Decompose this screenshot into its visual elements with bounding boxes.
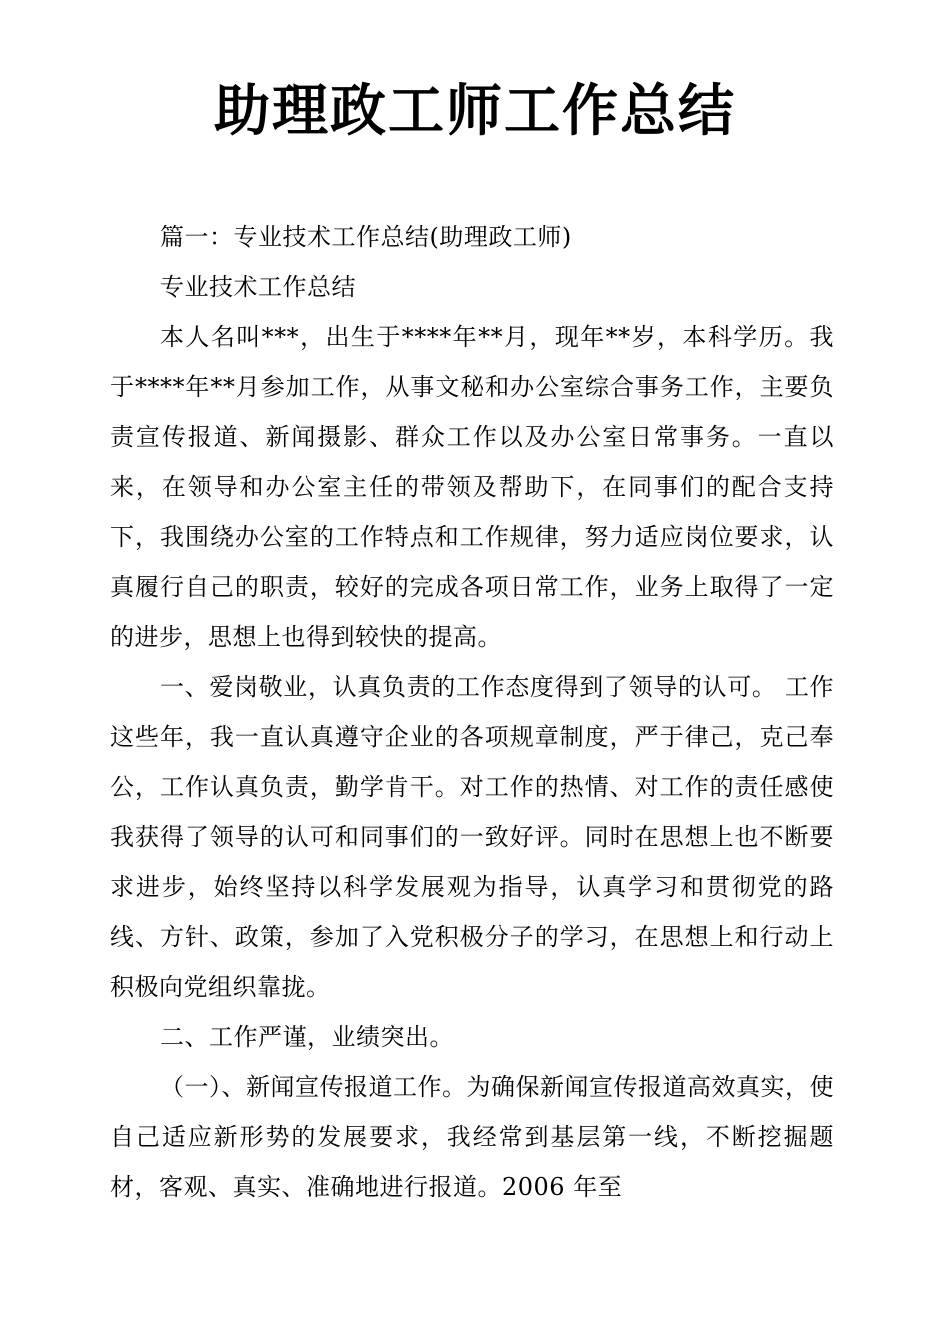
- body-paragraph: （一）、新闻宣传报道工作。为确保新闻宣传报道高效真实，使自己适应新形势的发展要求，我经常到基层第一线，不断挖掘题材，客观、真实、准确地进行报道。2006 年至: [110, 1073, 834, 1201]
- document-title: 助理政工师工作总结: [214, 79, 736, 144]
- section-heading: 篇一：专业技术工作总结(助理政工师): [160, 223, 572, 251]
- body-paragraph: 一、爱岗敬业，认真负责的工作态度得到了领导的认可。 工作这些年，我一直认真遵守企业的各项规章制度，严于律己，克己奉公，工作认真负责，勤学肯干。对工作的热情、对工作的责任感使我获得了领导的认可和同事们的一致好评。同时在思想上也不断要求进步，始终坚持以科学发展观为指导，认真学习和贯彻党的路线、方针、政策，参加了入党积极分子的学习，在思想上和行动上积极向党组织靠拢。: [110, 673, 834, 1001]
- section-heading: 二、工作严谨，业绩突出。: [160, 1023, 454, 1051]
- body-paragraph: 本人名叫***，出生于****年**月，现年**岁，本科学历。我于****年**月参加工作，从事文秘和办公室综合事务工作，主要负责宣传报道、新闻摄影、群众工作以及办公室日常事务。一直以来，在领导和办公室主任的带领及帮助下，在同事们的配合支持下，我围绕办公室的工作特点和工作规律，努力适应岗位要求，认真履行自己的职责，较好的完成各项日常工作，业务上取得了一定的进步，思想上也得到较快的提高。: [110, 323, 834, 651]
- subheading: 专业技术工作总结: [160, 273, 356, 301]
- document-body: [110, 212, 834, 1212]
